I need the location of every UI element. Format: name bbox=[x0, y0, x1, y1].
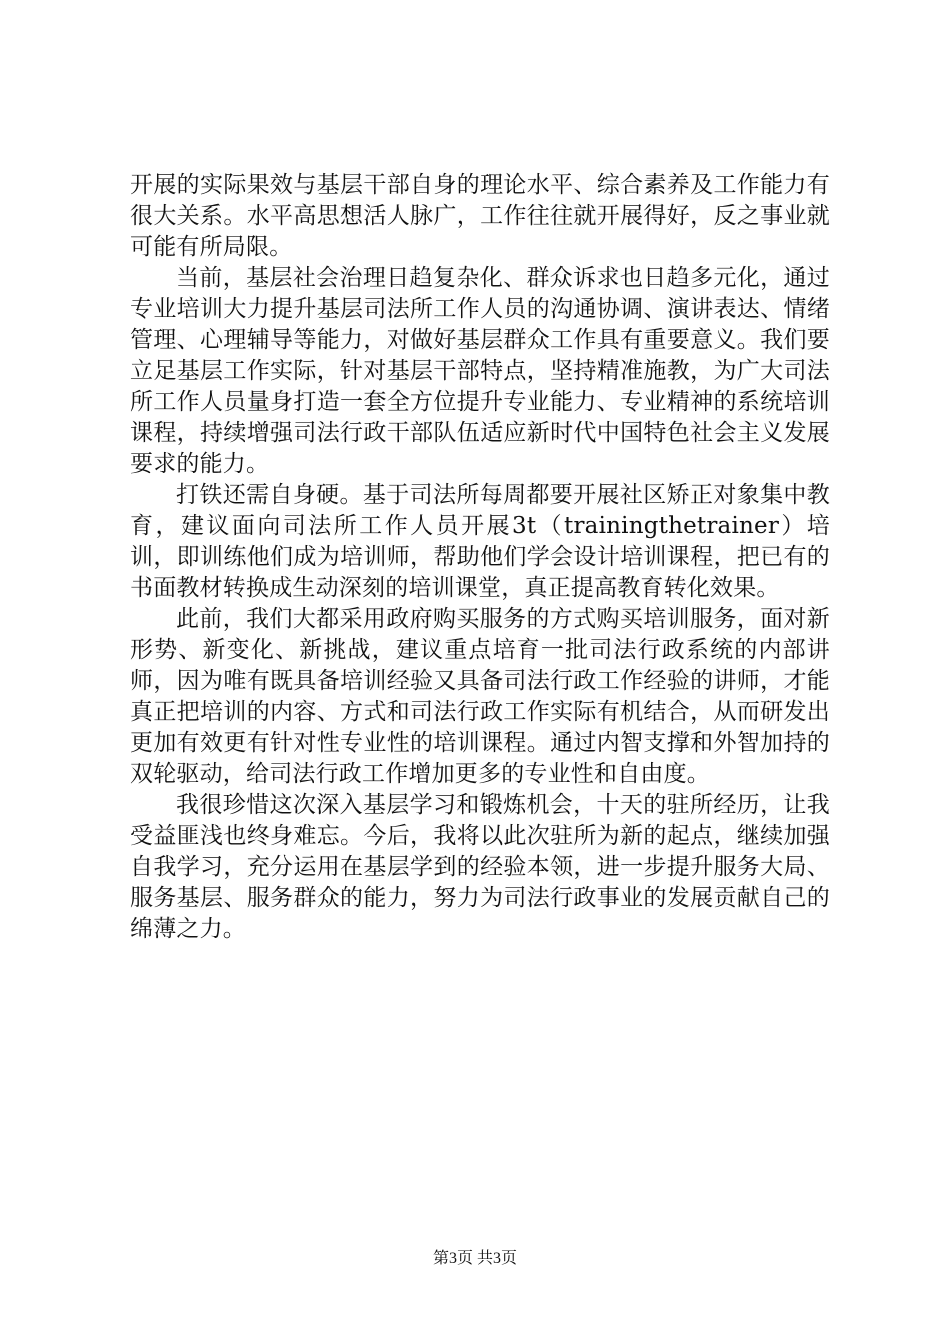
paragraph-4: 此前，我们大都采用政府购买服务的方式购买培训服务，面对新形势、新变化、新挑战，建议重点培育一批司法行政系统的内部讲师，因为唯有既具备培训经验又具备司法行政工作经验的讲师，才能真正把培训的内容、方式和司法行政工作实际有机结合，从而研发出更加有效更有针对性专业性的培训课程。通过内智支撑和外智加持的双轮驱动，给司法行政工作增加更多的专业性和自由度。 bbox=[130, 606, 830, 787]
document-body bbox=[130, 170, 830, 945]
paragraph-2: 当前，基层社会治理日趋复杂化、群众诉求也日趋多元化，通过专业培训大力提升基层司法所工作人员的沟通协调、演讲表达、情绪管理、心理辅导等能力，对做好基层群众工作具有重要意义。我们要立足基层工作实际，针对基层干部特点，坚持精准施教，为广大司法所工作人员量身打造一套全方位提升专业能力、专业精神的系统培训课程，持续增强司法行政干部队伍适应新时代中国特色社会主义发展要求的能力。 bbox=[130, 265, 830, 477]
paragraph-5: 我很珍惜这次深入基层学习和锻炼机会，十天的驻所经历，让我受益匪浅也终身难忘。今后，我将以此次驻所为新的起点，继续加强自我学习，充分运用在基层学到的经验本领，进一步提升服务大局、服务基层、服务群众的能力，努力为司法行政事业的发展贡献自己的绵薄之力。 bbox=[130, 792, 830, 942]
paragraph-1: 开展的实际果效与基层干部自身的理论水平、综合素养及工作能力有很大关系。水平高思想活人脉广，工作往往就开展得好，反之事业就可能有所局限。 bbox=[130, 172, 830, 260]
paragraph-3: 打铁还需自身硬。基于司法所每周都要开展社区矫正对象集中教育，建议面向司法所工作人员开展3t（trainingthetrainer）培训，即训练他们成为培训师，帮助他们学会设计培训课程，把已有的书面教材转换成生动深刻的培训课堂，真正提高教育转化效果。 bbox=[130, 482, 830, 601]
page-footer: 第3页 共3页 bbox=[432, 1250, 517, 1267]
